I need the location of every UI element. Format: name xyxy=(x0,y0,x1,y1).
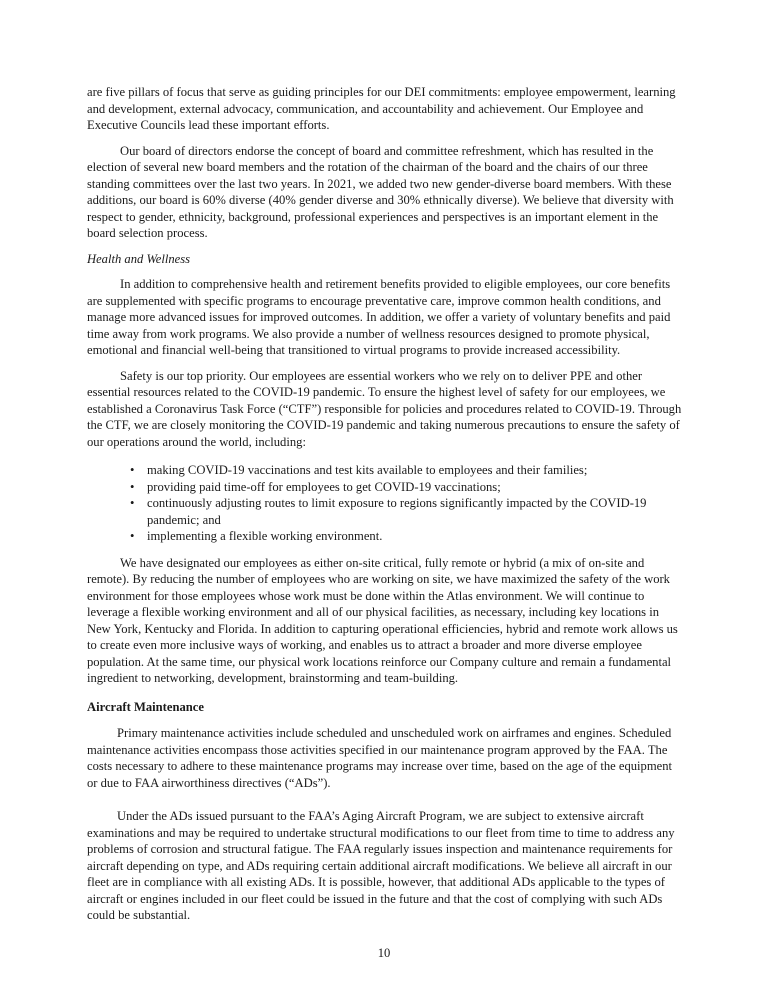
dei-pillars-paragraph: are five pillars of focus that serve as guiding principles for our DEI commitments: employee empowerment, learning and development, external advocacy, communication, and accountability and achievement. Our Employee and Executive Councils lead these important efforts. xyxy=(87,85,676,132)
list-item xyxy=(130,528,685,545)
bullet-icon: • xyxy=(130,529,135,543)
list-item-text: implementing a flexible working environment. xyxy=(147,529,383,543)
bullet-icon: • xyxy=(130,496,135,510)
health-wellness-heading: Health and Wellness xyxy=(87,251,191,266)
list-item-text: continuously adjusting routes to limit exposure to regions significantly impacted by the COVID-19 pandemic; and xyxy=(147,496,647,527)
aging-aircraft-paragraph: Under the ADs issued pursuant to the FAA’s Aging Aircraft Program, we are subject to extensive aircraft examinations and may be required to undertake structural modifications to our fleet from time to time to address any problems of corrosion and structural fatigue. The FAA regularly issues inspection and maintenance requirements for aircraft depending on type, and ADs requiring certain additional aircraft modifications. We believe all aircraft in our fleet are in compliance with all existing ADs. It is possible, however, that additional ADs applicable to the types of aircraft or engines included in our fleet could be issued in the future and that the cost of complying with such ADs could be substantial. xyxy=(87,809,675,922)
work-designation-paragraph: We have designated our employees as either on-site critical, fully remote or hybrid (a mix of on-site and remote). By reducing the number of employees who are working on site, we have maximized the safety of the work environment for those employees whose work must be done within the Atlas environment. We will continue to leverage a flexible working environment and all of our physical facilities, as necessary, including key locations in New York, Kentucky and Florida. In addition to capturing operational efficiencies, hybrid and remote work allows us to create even more inclusive ways of working, and enables us to attract a broader and more diverse employee population. At the same time, our physical work locations reinforce our Company culture and remain a fundamental ingredient to networking, development, brainstorming and team-building. xyxy=(87,555,678,685)
bullet-icon: • xyxy=(130,479,135,494)
list-item xyxy=(130,479,685,496)
list-item xyxy=(130,495,685,528)
safety-paragraph: Safety is our top priority. Our employees are essential workers who we rely on to deliver PPE and other essential resources related to the COVID-19 pandemic. To ensure the highest level of safety for our employees, we established a Coronavirus Task Force (“CTF”) responsible for policies and procedures related to COVID-19. Through the CTF, we are closely monitoring the COVID-19 pandemic and taking numerous precautions to ensure the safety of our operations around the world, including: xyxy=(87,368,682,449)
aircraft-maintenance-heading: Aircraft Maintenance xyxy=(87,699,204,714)
health-benefits-paragraph: In addition to comprehensive health and retirement benefits provided to eligible employees, our core benefits are supplemented with specific programs to encourage preventative care, improve common health conditions, and manage more advanced issues for improved outcomes. In addition, we offer a variety of voluntary benefits and paid time away from work programs. We also provide a number of wellness resources designed to promote physical, emotional and financial well-being that transitioned to virtual programs to provide increased accessibility. xyxy=(87,277,671,357)
document-page xyxy=(87,84,685,941)
bullet-icon: • xyxy=(130,463,135,477)
list-item xyxy=(130,462,685,479)
list-item-text: providing paid time-off for employees to get COVID-19 vaccinations; xyxy=(147,479,501,494)
board-refreshment-paragraph: Our board of directors endorse the concept of board and committee refreshment, which has resulted in the election of several new board members and the rotation of the chairman of the board and the chairs of our three standing committees over the last two years. In 2021, we added two new gender-diverse board members. With these additions, our board is 60% diverse (40% gender diverse and 30% ethnically diverse). We believe that diversity with respect to gender, ethnicity, background, professional experiences and perspectives is an important element in the board selection process. xyxy=(87,143,674,240)
maintenance-activities-paragraph: Primary maintenance activities include scheduled and unscheduled work on airframes and engines. Scheduled maintenance activities encompass those activities specified in our maintenance program approved by the FAA. The costs necessary to adhere to these maintenance programs may increase over time, based on the age of the equipment or due to FAA airworthiness directives (“ADs”). xyxy=(87,726,673,790)
page-number: 10 xyxy=(377,946,391,960)
covid-precautions-list xyxy=(87,462,685,545)
list-item-text: making COVID-19 vaccinations and test kits available to employees and their families; xyxy=(147,463,588,477)
